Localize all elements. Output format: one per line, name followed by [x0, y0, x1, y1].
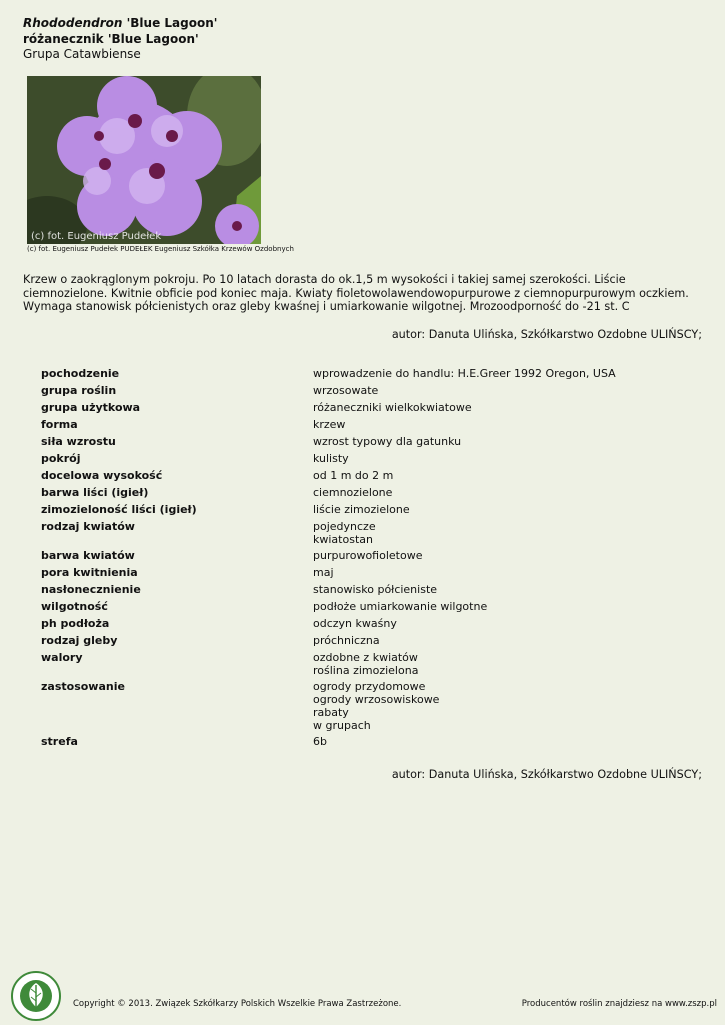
property-row	[41, 435, 681, 449]
property-row	[41, 384, 681, 398]
property-value	[313, 418, 345, 432]
property-key: siła wzrostu	[41, 435, 116, 448]
property-value	[313, 566, 334, 580]
property-value-line: w grupach	[313, 719, 371, 732]
property-key: strefa	[41, 735, 78, 748]
property-row	[41, 549, 681, 563]
property-value-line: od 1 m do 2 m	[313, 469, 394, 482]
property-value-line: ogrody przydomowe	[313, 680, 426, 693]
property-key: rodzaj gleby	[41, 634, 118, 647]
copyright-text: Copyright © 2013. Związek Szkółkarzy Polskich Wszelkie Prawa Zastrzeżone.	[73, 999, 402, 1009]
property-key: rodzaj kwiatów	[41, 520, 135, 533]
plant-photo	[27, 76, 261, 244]
property-value	[313, 367, 616, 381]
property-value	[313, 469, 393, 483]
property-value-line: kwiatostan	[313, 533, 373, 546]
property-row	[41, 735, 681, 749]
property-key: wilgotność	[41, 600, 108, 613]
property-row	[41, 680, 681, 732]
property-key: ph podłoża	[41, 617, 110, 630]
plant-title-polish: różanecznik 'Blue Lagoon'	[23, 32, 199, 46]
property-key: barwa liści (igieł)	[41, 486, 149, 499]
latin-name: Rhododendron	[23, 16, 123, 30]
photo-caption: (c) fot. Eugeniusz Pudełek PUDEŁEK Eugeniusz Szkółka Krzewów Ozdobnych	[27, 245, 294, 253]
property-value-line: ozdobne z kwiatów	[313, 651, 418, 664]
property-value	[313, 735, 327, 749]
property-value-line: roślina zimozielona	[313, 664, 419, 677]
property-key: forma	[41, 418, 78, 431]
property-value	[313, 634, 380, 648]
property-value-line: ciemnozielone	[313, 486, 393, 499]
property-value-line: liście zimozielone	[313, 503, 410, 516]
author-top: autor: Danuta Ulińska, Szkółkarstwo Ozdobne ULIŃSCY;	[391, 328, 702, 341]
property-key: zastosowanie	[41, 680, 125, 693]
property-key: grupa użytkowa	[41, 401, 141, 414]
property-row	[41, 418, 681, 432]
property-value-line: maj	[313, 566, 334, 579]
property-key: pochodzenie	[41, 367, 120, 380]
property-row	[41, 583, 681, 597]
property-row	[41, 469, 681, 483]
producers-link-text: Producentów roślin znajdziesz na www.zszp.pl	[521, 999, 717, 1009]
plant-group: Grupa Catawbiense	[23, 47, 141, 61]
property-row	[41, 600, 681, 614]
property-key: zimozieloność liści (igieł)	[41, 503, 197, 516]
property-value	[313, 503, 410, 517]
property-value	[313, 486, 392, 500]
rhododendron-flower-image	[27, 76, 261, 244]
property-value-line: wzrost typowy dla gatunku	[313, 435, 462, 448]
property-value	[313, 600, 487, 614]
property-value-line: wrzosowate	[313, 384, 379, 397]
property-key: walory	[41, 651, 83, 664]
property-value-line: purpurowofioletowe	[313, 549, 423, 562]
property-row	[41, 452, 681, 466]
property-value-line: różaneczniki wielkokwiatowe	[313, 401, 472, 414]
property-row	[41, 634, 681, 648]
property-row	[41, 503, 681, 517]
plant-title-latin	[23, 15, 217, 31]
property-value-line: kulisty	[313, 452, 349, 465]
property-row	[41, 486, 681, 500]
property-value	[313, 651, 418, 677]
property-value-line: krzew	[313, 418, 346, 431]
property-value	[313, 680, 439, 732]
property-value	[313, 520, 376, 546]
property-value-line: próchniczna	[313, 634, 380, 647]
property-key: pokrój	[41, 452, 81, 465]
property-value-line: podłoże umiarkowanie wilgotne	[313, 600, 488, 613]
property-key: barwa kwiatów	[41, 549, 135, 562]
property-row	[41, 401, 681, 415]
property-value	[313, 384, 378, 398]
property-value-line: stanowisko półcieniste	[313, 583, 438, 596]
property-value	[313, 401, 472, 415]
plant-description: Krzew o zaokrąglonym pokroju. Po 10 latach dorasta do ok.1,5 m wysokości i takiej samej szerokości. Liście ciemnozielone. Kwitnie obficie pod koniec maja. Kwiaty fioletowolawendowopurpurowe z ciemnopurpurowym oczkiem. Wymaga stanowisk półcienistych oraz gleby kwaśnej i umiarkowanie wilgotnej. Mrozoodporność do -21 st. C	[23, 273, 689, 313]
property-key: docelowa wysokość	[41, 469, 163, 482]
property-row	[41, 617, 681, 631]
property-row	[41, 520, 681, 546]
property-key: nasłonecznienie	[41, 583, 141, 596]
property-row	[41, 651, 681, 677]
property-value	[313, 617, 397, 631]
property-value	[313, 549, 422, 563]
property-key: pora kwitnienia	[41, 566, 138, 579]
property-value-line: ogrody wrzosowiskowe	[313, 693, 440, 706]
property-value	[313, 583, 437, 597]
property-row	[41, 566, 681, 580]
author-bottom: autor: Danuta Ulińska, Szkółkarstwo Ozdobne ULIŃSCY;	[391, 768, 702, 781]
property-value-line: wprowadzenie do handlu: H.E.Greer 1992 Oregon, USA	[313, 367, 616, 380]
property-value-line: rabaty	[313, 706, 349, 719]
property-value-line: 6b	[313, 735, 327, 748]
property-key: grupa roślin	[41, 384, 117, 397]
property-row	[41, 367, 681, 381]
property-value-line: odczyn kwaśny	[313, 617, 397, 630]
zszp-logo-icon	[11, 971, 61, 1021]
photo-watermark: (c) fot. Eugeniusz Pudełek	[31, 231, 162, 242]
property-value	[313, 452, 349, 466]
properties-table	[41, 367, 681, 752]
property-value	[313, 435, 461, 449]
cultivar-name: 'Blue Lagoon'	[122, 16, 218, 30]
property-value-line: pojedyncze	[313, 520, 376, 533]
